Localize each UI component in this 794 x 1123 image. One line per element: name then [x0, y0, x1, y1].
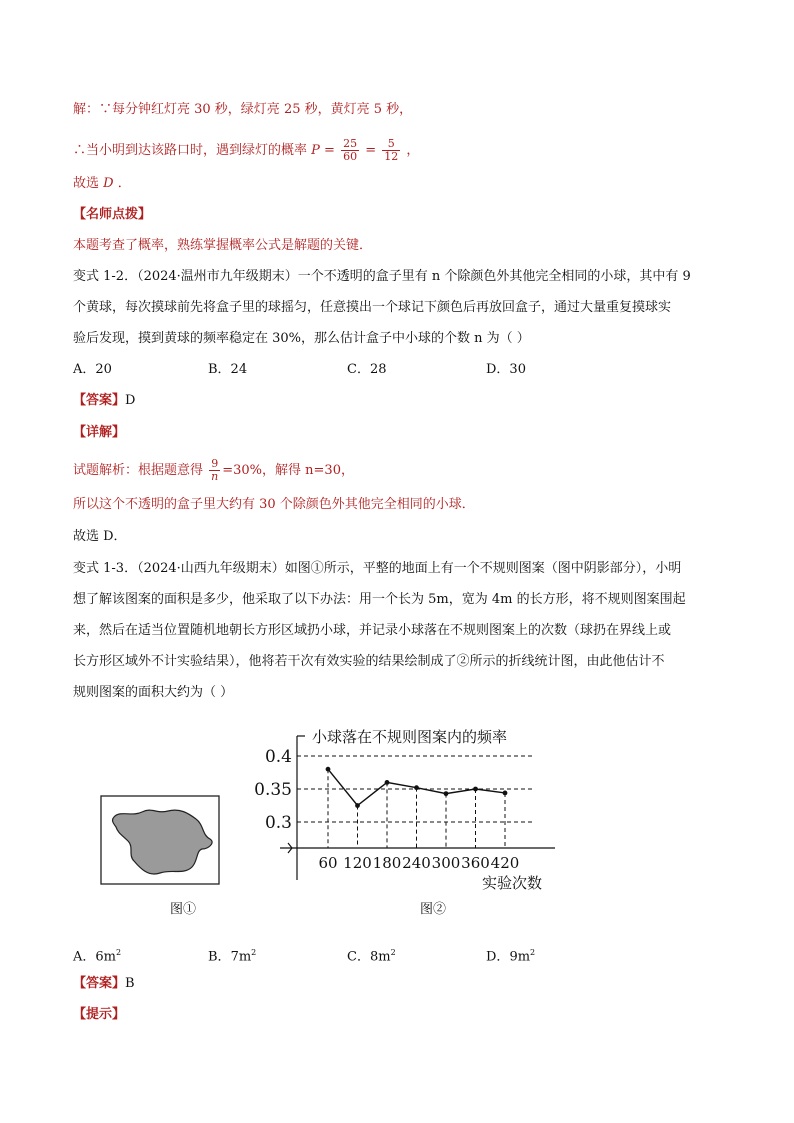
solution-answer: D	[103, 176, 114, 191]
data-point	[355, 803, 360, 808]
q12-option-a: A．20	[73, 362, 112, 377]
q12-detail-2: 所以这个不透明的盒子里大约有 30 个除颜色外其他完全相同的小球．	[73, 497, 475, 512]
q13-line-4: 长方形区域外不计实验结果），他将若干次有效实验的结果绘制成了②所示的折线统计图，由此他估计不	[73, 654, 665, 669]
fraction-9-n	[209, 458, 220, 483]
answer-value: D	[125, 393, 136, 408]
chart-title: 小球落在不规则图案内的频率	[312, 728, 508, 746]
data-point	[414, 785, 419, 790]
x-tick-label: 240	[402, 854, 431, 872]
figure-2-line-chart	[250, 718, 580, 898]
hint-header: 【提示】	[73, 1007, 126, 1022]
x-tick-label: 300	[431, 854, 461, 872]
q13-line-3: 来，然后在适当位置随机地朝长方形区域扔小球，并记录小球落在不规则图案上的次数（球扔在界线上或	[73, 623, 672, 638]
option-value: 9m	[509, 949, 531, 965]
q13-option-a	[73, 943, 121, 967]
data-point	[473, 787, 478, 792]
option-exponent: 2	[390, 948, 396, 957]
q12-detail-3: 故选 D．	[73, 529, 127, 544]
option-label: A．	[73, 949, 96, 965]
x-tick-label: 60	[318, 854, 338, 872]
solution-text: ，	[406, 143, 420, 158]
figure-1-irregular-shape	[100, 795, 220, 885]
x-tick-label: 120	[343, 854, 372, 872]
data-point	[326, 767, 331, 772]
answer-value: B	[125, 976, 135, 991]
x-tick-label: 180	[372, 854, 402, 872]
x-tick-label: 420	[490, 854, 520, 872]
q13-line-2: 想了解该图案的面积是多少，他采取了以下办法：用一个长为 5m，宽为 4m 的长方形，将不规则图案围起	[73, 592, 686, 607]
tip-text: 本题考查了概率，熟练掌握概率公式是解题的关键．	[73, 238, 373, 253]
q12-option-d: D．30	[486, 362, 526, 377]
figure-2-caption: 图②	[420, 902, 447, 917]
fraction-numerator: 25	[343, 137, 358, 150]
solution-text: 故选	[73, 176, 100, 191]
option-value: 7m	[230, 949, 252, 965]
x-axis-label: 实验次数	[482, 874, 543, 892]
option-value: 8m	[369, 949, 391, 965]
fraction-denominator: n	[211, 470, 219, 483]
y-tick-label: 0.35	[254, 780, 292, 800]
option-label: C．	[347, 949, 370, 965]
solution-text: 解：∵每分钟红灯亮 30 秒，绿灯亮 25 秒，黄灯亮 5 秒，	[73, 102, 413, 117]
q13-option-b	[208, 943, 256, 967]
option-label: D．	[486, 949, 510, 965]
probability-variable: P	[311, 143, 320, 158]
solution-line-1	[73, 100, 412, 120]
equals-sign: =	[365, 143, 377, 158]
fraction-denominator: 60	[343, 150, 358, 163]
fraction-denominator: 12	[384, 150, 399, 163]
q12-line-2: 个黄球，每次摸球前先将盒子里的球摇匀，任意摸出一个球记下颜色后再放回盒子，通过大量重复摸球实	[73, 300, 672, 315]
answer-header: 【答案】	[73, 393, 126, 408]
option-value: 6m	[95, 949, 116, 965]
detail-text: =30%，解得 n=30，	[222, 463, 354, 478]
fraction-25-60	[341, 138, 359, 163]
detail-text: 试题解析：根据题意得	[73, 463, 204, 478]
option-exponent: 2	[251, 948, 257, 957]
q13-option-c	[347, 943, 396, 967]
option-exponent: 2	[530, 948, 536, 957]
solution-text: ．	[117, 176, 131, 191]
data-point	[444, 791, 449, 796]
y-tick-label: 0.3	[264, 813, 292, 833]
q12-option-c: C．28	[347, 362, 387, 377]
solution-text: ∴当小明到达该路口时，遇到绿灯的概率	[73, 143, 308, 158]
q12-answer-line	[73, 391, 135, 411]
equals-sign: =	[324, 143, 335, 158]
figure-1-caption: 图①	[170, 902, 197, 917]
x-tick-label: 360	[461, 854, 490, 872]
q13-line-1: 变式 1-3．（2024·山西九年级期末）如图①所示，平整的地面上有一个不规则图案（图中阴影部分），小明	[73, 561, 682, 576]
fraction-numerator: 9	[209, 458, 220, 471]
tip-header: 【名师点拨】	[73, 207, 152, 222]
detail-header: 【详解】	[73, 425, 126, 440]
data-point	[503, 791, 508, 796]
q12-detail-1	[73, 458, 354, 483]
solution-line-2	[73, 138, 419, 163]
q12-line-1: 变式 1-2．（2024·温州市九年级期末）一个不透明的盒子里有 n 个除颜色外其他完全相同的小球，其中有 9	[73, 269, 691, 284]
option-exponent: 2	[116, 948, 122, 957]
fraction-numerator: 5	[382, 138, 400, 151]
option-label: B．	[208, 949, 231, 965]
q12-option-b: B．24	[208, 362, 248, 377]
y-tick-label: 0.4	[264, 747, 292, 767]
q12-line-3: 验后发现，摸到黄球的频率稳定在 30%，那么估计盒子中小球的个数 n 为（ ）	[73, 331, 530, 346]
fraction-5-12	[382, 138, 400, 163]
data-point	[385, 780, 390, 785]
answer-header: 【答案】	[73, 976, 126, 991]
q13-answer-line	[73, 974, 135, 994]
q13-line-5: 规则图案的面积大约为（ ）	[73, 685, 234, 700]
q13-option-d	[486, 943, 535, 967]
solution-line-3	[73, 174, 131, 194]
